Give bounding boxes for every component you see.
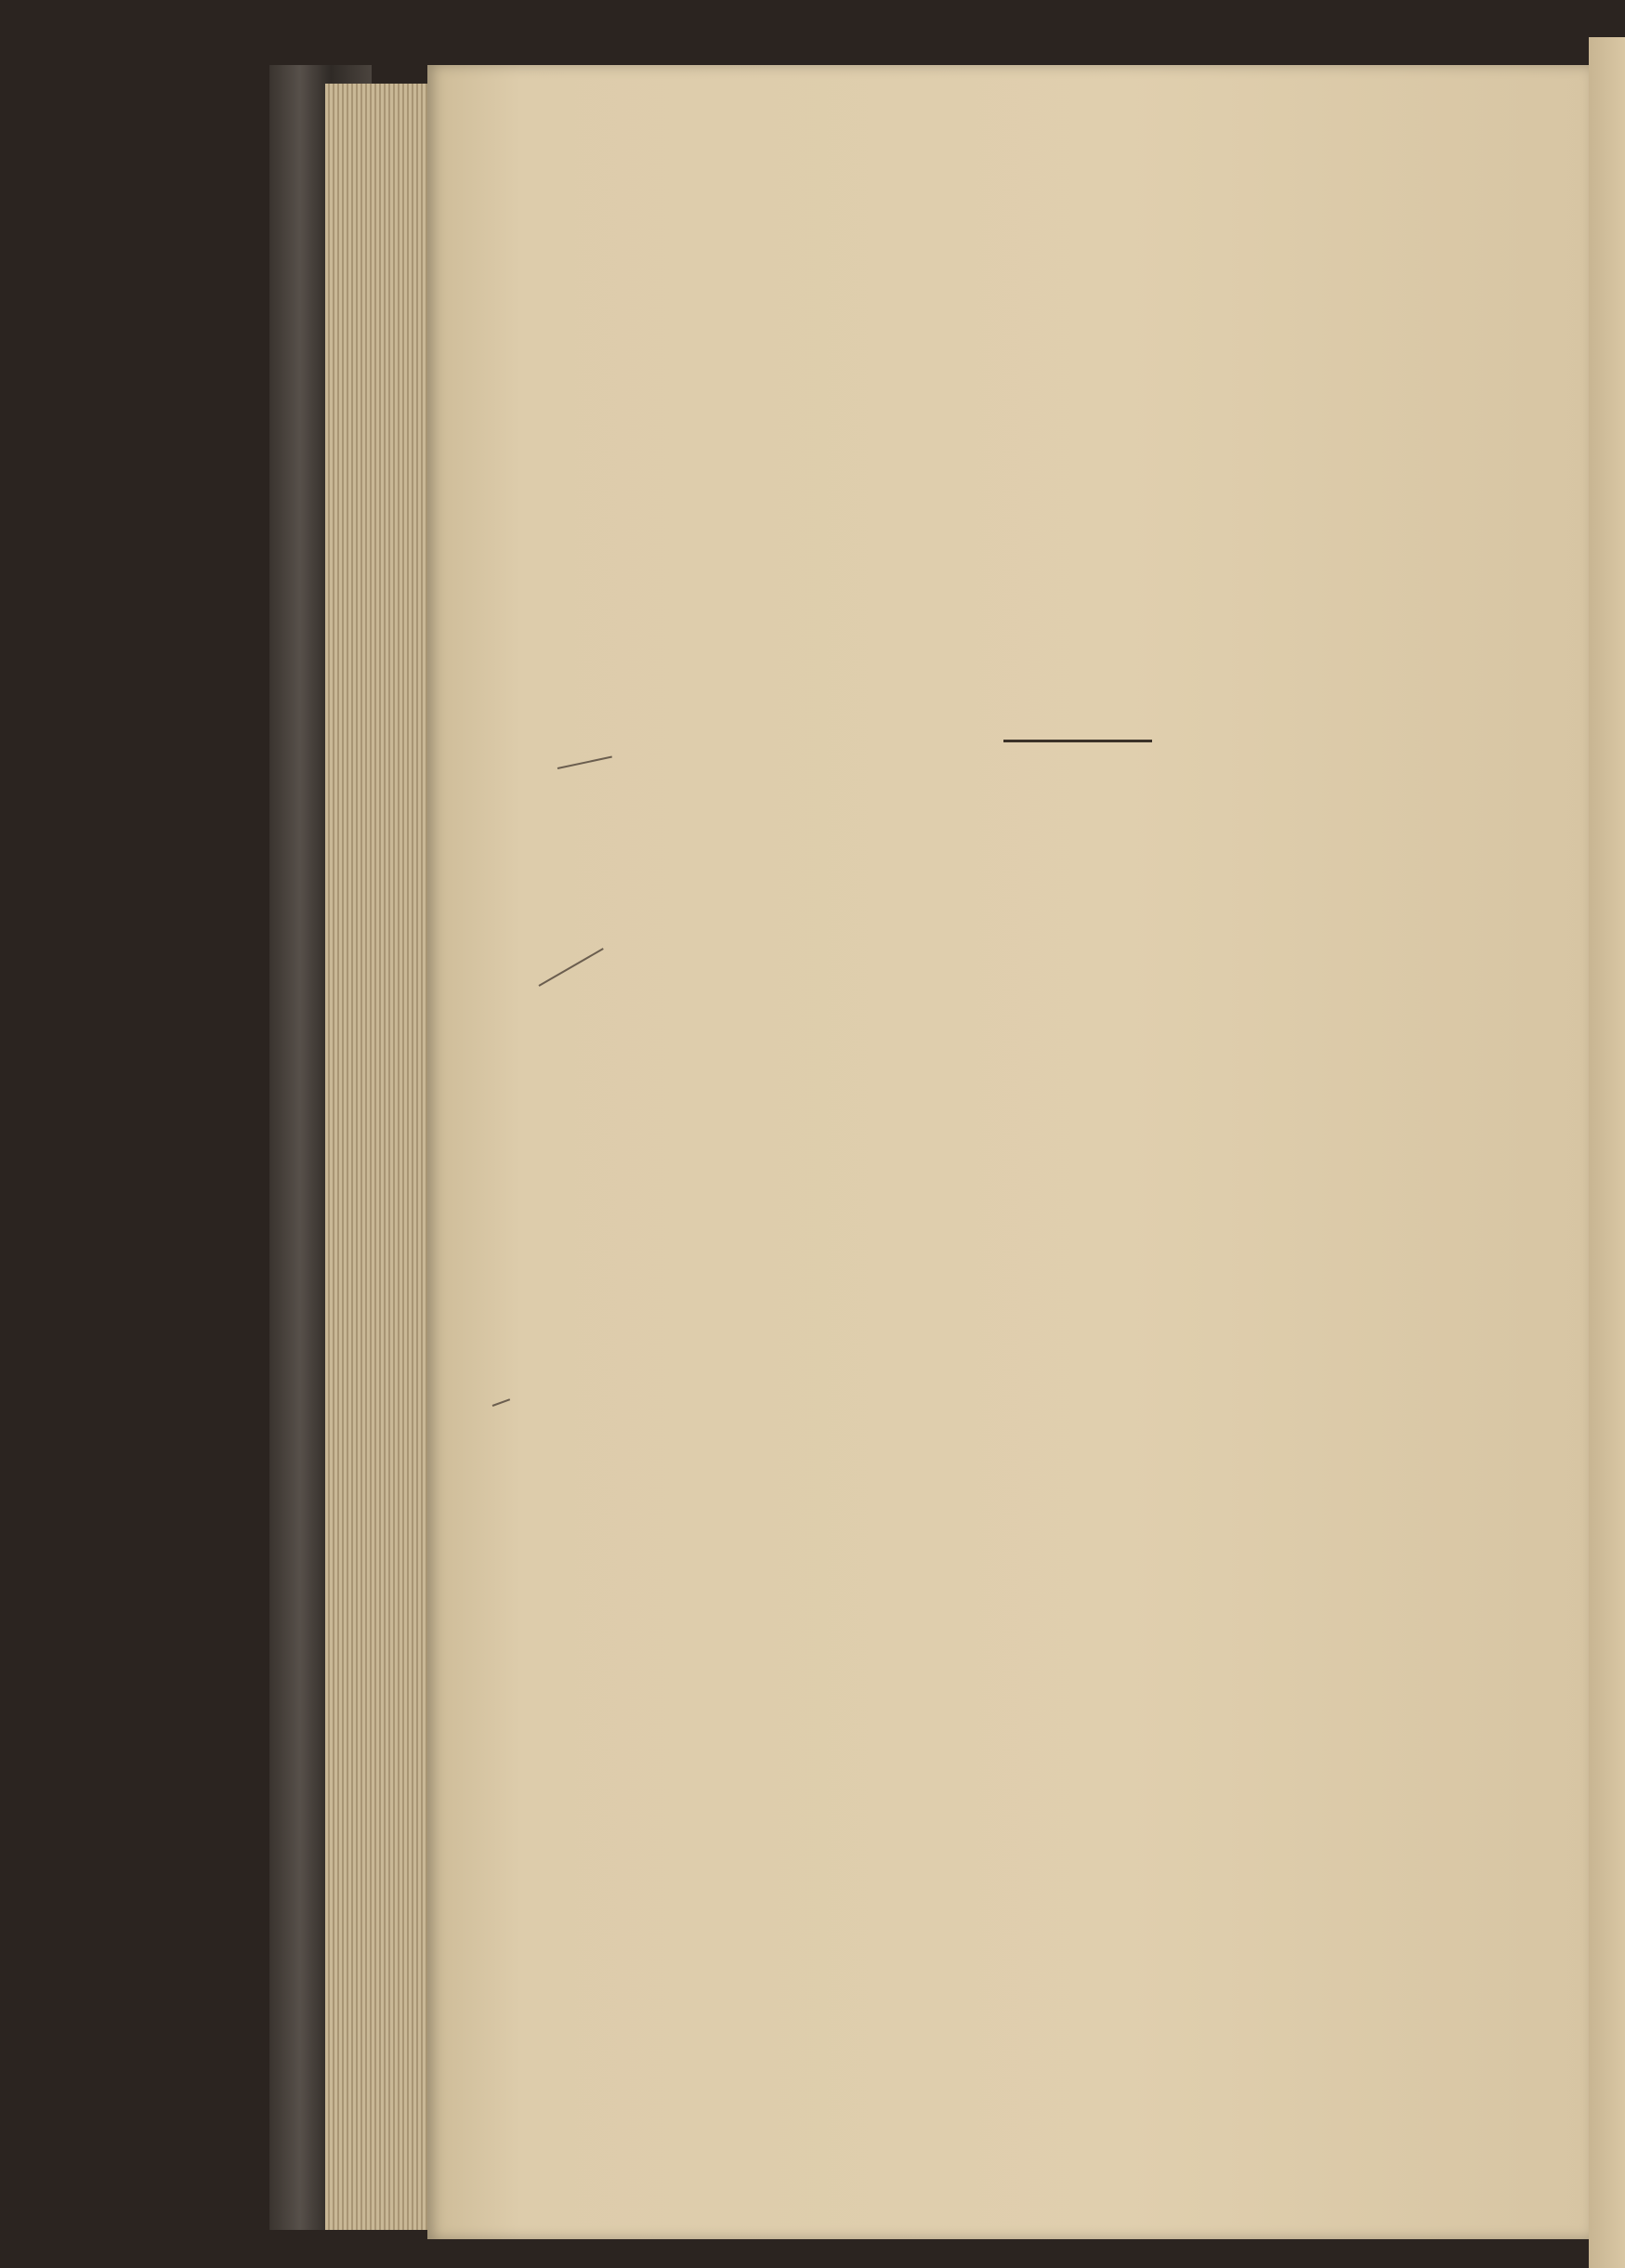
section-divider xyxy=(1003,740,1152,742)
